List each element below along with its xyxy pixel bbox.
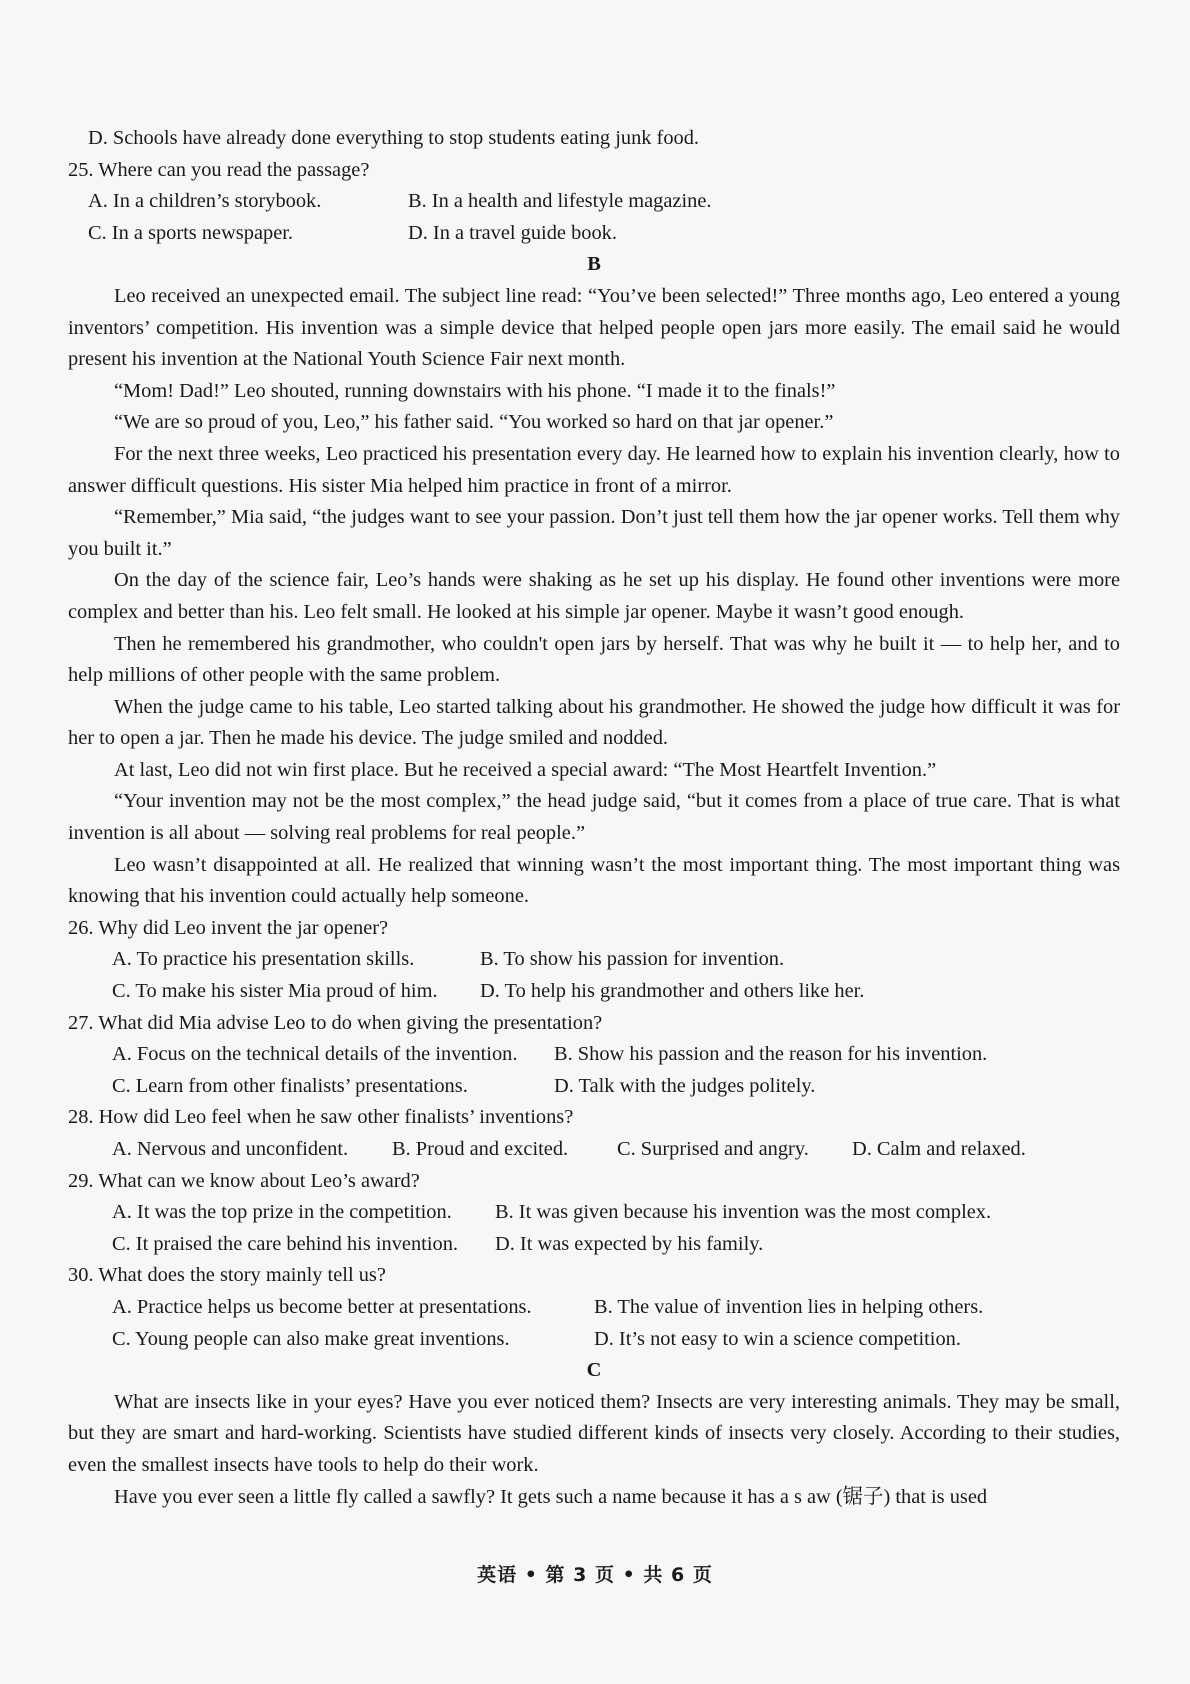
q28-options-row	[68, 1134, 1120, 1166]
q27-option-b: B. Show his passion and the reason for his invention.	[554, 1043, 988, 1066]
q30-option-c: C. Young people can also make great inventions.	[112, 1327, 510, 1350]
page-footer: 英语 • 第 3 页 • 共 6 页	[477, 1564, 713, 1586]
q28-option-b: B. Proud and excited.	[392, 1138, 569, 1160]
q28-option-d: D. Calm and relaxed.	[852, 1138, 1026, 1160]
q29-stem: 29. What can we know about Leo’s award?	[68, 1169, 420, 1192]
q27-option-c: C. Learn from other finalists’ presentations.	[112, 1074, 468, 1097]
section-c-title: C	[586, 1359, 602, 1382]
q26-option-d: D. To help his grandmother and others like her.	[480, 980, 865, 1003]
q27-stem: 27. What did Mia advise Leo to do when giving the presentation?	[68, 1011, 603, 1034]
section-b-paragraph: “Your invention may not be the most complex,” the head judge said, “but it comes from a place of true care. That is what invention is all about — solving real problems for real people.”	[68, 790, 1120, 845]
section-b-title: B	[587, 253, 601, 276]
q30-option-d: D. It’s not easy to win a science competition.	[594, 1327, 961, 1350]
section-c-passage	[68, 1387, 1120, 1513]
section-b-paragraph: On the day of the science fair, Leo’s hands were shaking as he set up his display. He found other inventions were more complex and better than his. Leo felt small. He looked at his simple jar opener. Maybe it wasn’t good enough.	[68, 569, 1120, 623]
q26-options-row1	[68, 944, 1120, 976]
q29-options-row1	[68, 1197, 1120, 1229]
section-b-paragraph: “Mom! Dad!” Leo shouted, running downstairs with his phone. “I made it to the finals!”	[114, 379, 836, 402]
q29-options-row2	[68, 1229, 1120, 1261]
q25-options-row1	[68, 186, 1120, 218]
q26-stem: 26. Why did Leo invent the jar opener?	[68, 916, 389, 939]
q30-option-b: B. The value of invention lies in helping others.	[594, 1295, 984, 1318]
section-c-paragraph: Have you ever seen a little fly called a sawfly? It gets such a name because it has a s aw (锯子) that is used	[114, 1485, 988, 1508]
q29-option-a: A. It was the top prize in the competition.	[112, 1201, 452, 1224]
q25-option-b: B. In a health and lifestyle magazine.	[408, 190, 712, 213]
q30-options-row1	[68, 1292, 1120, 1324]
q25-option-d: D. In a travel guide book.	[408, 221, 617, 244]
q24-option-d: D. Schools have already done everything to stop students eating junk food.	[88, 127, 700, 149]
section-b-paragraph: Leo wasn’t disappointed at all. He realized that winning wasn’t the most important thing. The most important thing was knowing that his invention could actually help someone.	[68, 853, 1120, 908]
section-b-paragraph: Then he remembered his grandmother, who couldn't open jars by herself. That was why he built it — to help her, and to help millions of other people with the same problem.	[68, 632, 1120, 687]
q26-option-a: A. To practice his presentation skills.	[112, 948, 415, 971]
section-c-paragraph: What are insects like in your eyes? Have you ever noticed them? Insects are very interesting animals. They may be small, but they are smart and hard-working. Scientists have studied different kinds of insects very closely. According to their studies, even the smallest insects have tools to help do their work.	[68, 1390, 1120, 1476]
q25-options-row2	[68, 218, 1120, 250]
section-b-paragraph: Leo received an unexpected email. The subject line read: “You’ve been selected!” Three months ago, Leo entered a young inventors’ competition. His invention was a simple device that helped people open jars more easily. The email said he would present his invention at the National Youth Science Fair next month.	[68, 284, 1120, 371]
section-b-paragraph: “We are so proud of you, Leo,” his father said. “You worked so hard on that jar opener.”	[114, 411, 834, 434]
section-b-paragraph: At last, Leo did not win first place. But he received a special award: “The Most Heartfelt Invention.”	[114, 758, 937, 781]
q30-option-a: A. Practice helps us become better at presentations.	[112, 1295, 532, 1318]
q27-options-row2	[68, 1071, 1120, 1103]
section-b-paragraph: “Remember,” Mia said, “the judges want to see your passion. Don’t just tell them how the jar opener works. Tell them why you built it.”	[68, 506, 1120, 560]
q25-stem: 25. Where can you read the passage?	[68, 158, 370, 181]
q29-option-c: C. It praised the care behind his invention.	[112, 1232, 458, 1255]
q28-option-c: C. Surprised and angry.	[617, 1138, 809, 1160]
q26-options-row2	[68, 976, 1120, 1008]
q27-options-row1	[68, 1039, 1120, 1071]
section-b-passage	[68, 281, 1120, 913]
q26-option-b: B. To show his passion for invention.	[480, 948, 785, 971]
q27-option-a: A. Focus on the technical details of the invention.	[112, 1043, 518, 1066]
section-b-paragraph: For the next three weeks, Leo practiced his presentation every day. He learned how to explain his invention clearly, how to answer difficult questions. His sister Mia helped him practice in front of a mirror.	[68, 442, 1120, 497]
q28-option-a: A. Nervous and unconfident.	[112, 1138, 349, 1160]
q25-option-c: C. In a sports newspaper.	[88, 221, 294, 244]
q27-option-d: D. Talk with the judges politely.	[554, 1074, 816, 1097]
q26-option-c: C. To make his sister Mia proud of him.	[112, 980, 438, 1003]
q24-options	[68, 123, 1120, 155]
page-content	[68, 123, 1120, 1513]
q30-stem: 30. What does the story mainly tell us?	[68, 1264, 386, 1287]
q30-options-row2	[68, 1324, 1120, 1356]
section-b-paragraph: When the judge came to his table, Leo started talking about his grandmother. He showed the judge how difficult it was for her to open a jar. Then he made his device. The judge smiled and nodded.	[68, 695, 1120, 750]
q25-option-a: A. In a children’s storybook.	[88, 190, 322, 213]
q28-stem: 28. How did Leo feel when he saw other finalists’ inventions?	[68, 1106, 574, 1129]
q29-option-d: D. It was expected by his family.	[495, 1232, 764, 1255]
q29-option-b: B. It was given because his invention was the most complex.	[495, 1201, 992, 1224]
